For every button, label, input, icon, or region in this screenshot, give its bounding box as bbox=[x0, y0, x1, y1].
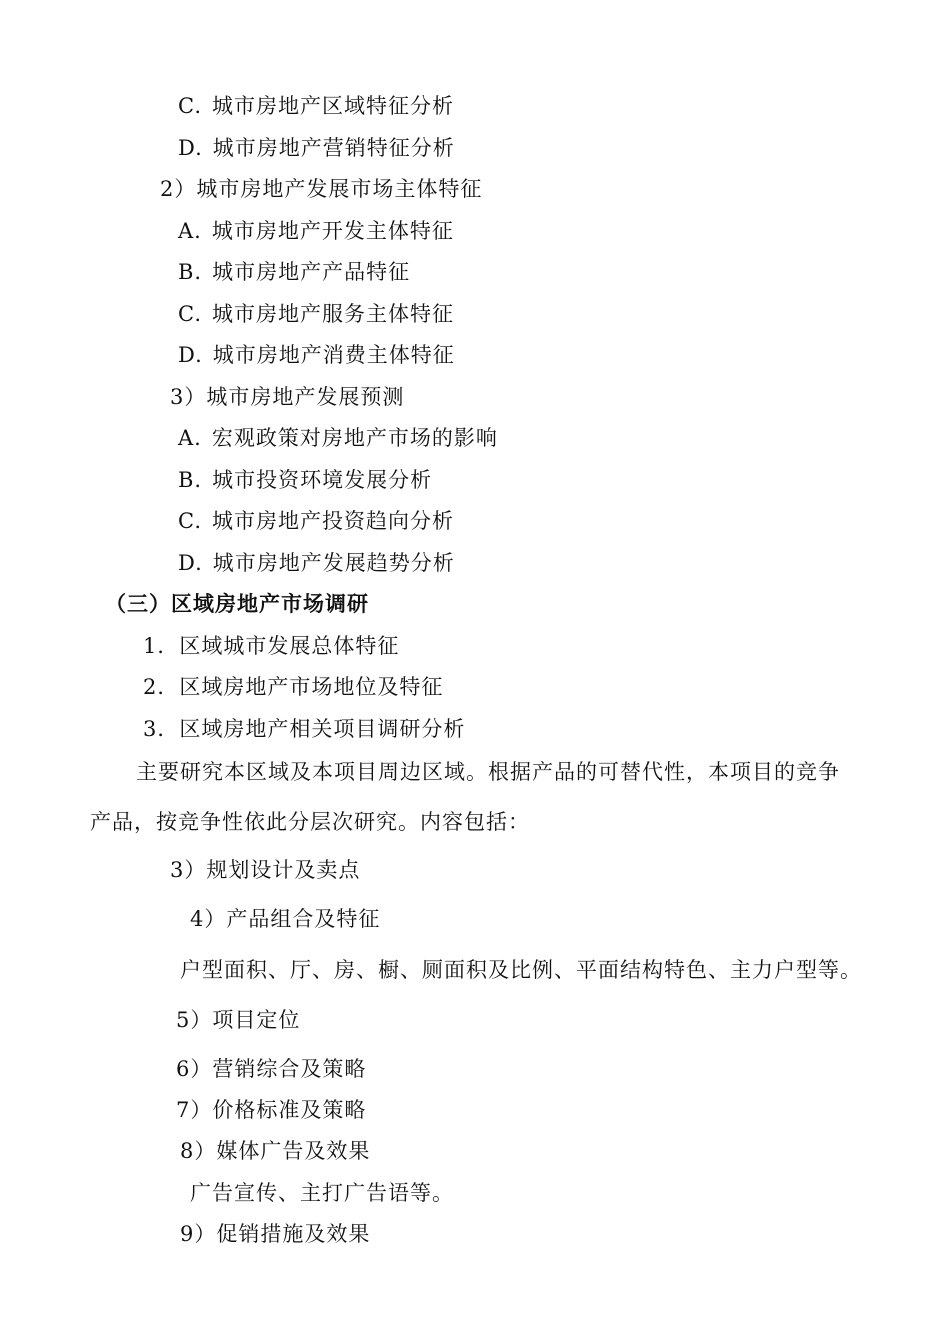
section-heading bbox=[105, 590, 369, 618]
item-marker: A. bbox=[178, 426, 202, 450]
item-text: 8）媒体广告及效果 bbox=[180, 1139, 371, 1163]
list-item-d-consumer bbox=[178, 341, 455, 369]
content-item-7 bbox=[176, 1096, 366, 1124]
list-item-c-regional bbox=[178, 92, 454, 120]
item-text: 9）促销措施及效果 bbox=[180, 1222, 371, 1246]
subsection-3-title bbox=[170, 383, 404, 411]
item-marker: D. bbox=[178, 551, 203, 575]
content-item-9 bbox=[180, 1220, 370, 1248]
content-item-5 bbox=[176, 1006, 300, 1034]
content-item-6 bbox=[176, 1055, 366, 1083]
content-item-4-detail bbox=[180, 956, 862, 984]
list-item-b-product bbox=[178, 258, 410, 286]
item-text: 城市房地产开发主体特征 bbox=[211, 219, 454, 243]
list-item-c-investment-trend bbox=[178, 507, 454, 535]
body-paragraph-line-1 bbox=[136, 758, 840, 786]
list-item-c-service bbox=[178, 300, 454, 328]
list-item-a-developer bbox=[178, 217, 454, 245]
list-item-d-marketing bbox=[178, 134, 455, 162]
heading-text: （三）区域房地产市场调研 bbox=[105, 592, 369, 616]
item-text: 城市房地产发展趋势分析 bbox=[212, 551, 455, 575]
item-text: 宏观政策对房地产市场的影响 bbox=[211, 426, 498, 450]
item-text: 城市房地产服务主体特征 bbox=[212, 302, 454, 326]
detail-text: 户型面积、厅、房、橱、厕面积及比例、平面结构特色、主力户型等。 bbox=[180, 958, 862, 982]
list-item-d-development-trend bbox=[178, 549, 455, 577]
subsection-2-title bbox=[160, 175, 482, 203]
list-item-b-investment-env bbox=[178, 466, 432, 494]
item-text: 城市房地产产品特征 bbox=[212, 260, 411, 284]
content-item-3 bbox=[170, 856, 360, 884]
numbered-item-3 bbox=[143, 715, 465, 743]
body-paragraph-line-2 bbox=[90, 808, 530, 836]
item-text: 城市投资环境发展分析 bbox=[212, 468, 433, 492]
item-text: 1．区域城市发展总体特征 bbox=[143, 634, 400, 658]
item-marker: C. bbox=[178, 302, 202, 326]
content-item-8 bbox=[180, 1137, 370, 1165]
content-item-4 bbox=[190, 905, 380, 933]
paragraph-text: 产品，按竞争性依此分层次研究。内容包括： bbox=[90, 810, 530, 834]
item-marker: D. bbox=[178, 343, 203, 367]
item-text: 城市房地产投资趋向分析 bbox=[212, 509, 454, 533]
item-text: 6）营销综合及策略 bbox=[176, 1057, 367, 1081]
item-marker: B. bbox=[178, 468, 203, 492]
item-marker: D. bbox=[178, 136, 203, 160]
item-marker: C. bbox=[178, 509, 202, 533]
item-text: 3）规划设计及卖点 bbox=[170, 858, 361, 882]
item-text: 城市房地产消费主体特征 bbox=[212, 343, 455, 367]
item-text: 城市房地产营销特征分析 bbox=[212, 136, 455, 160]
item-text: 3）城市房地产发展预测 bbox=[170, 385, 405, 409]
numbered-item-1 bbox=[143, 632, 399, 660]
list-item-a-policy bbox=[178, 424, 498, 452]
item-marker: B. bbox=[178, 260, 203, 284]
paragraph-text: 主要研究本区域及本项目周边区域。根据产品的可替代性，本项目的竞争 bbox=[136, 760, 840, 784]
item-text: 城市房地产区域特征分析 bbox=[212, 94, 454, 118]
item-text: 7）价格标准及策略 bbox=[176, 1098, 367, 1122]
item-text: 2）城市房地产发展市场主体特征 bbox=[160, 177, 483, 201]
numbered-item-2 bbox=[143, 673, 443, 701]
item-text: 2．区域房地产市场地位及特征 bbox=[143, 675, 444, 699]
item-marker: A. bbox=[178, 219, 202, 243]
item-text: 5）项目定位 bbox=[176, 1008, 301, 1032]
item-marker: C. bbox=[178, 94, 202, 118]
item-text: 3．区域房地产相关项目调研分析 bbox=[143, 717, 466, 741]
detail-text: 广告宣传、主打广告语等。 bbox=[190, 1181, 454, 1205]
item-text: 4）产品组合及特征 bbox=[190, 907, 381, 931]
content-item-8-detail bbox=[190, 1179, 454, 1207]
